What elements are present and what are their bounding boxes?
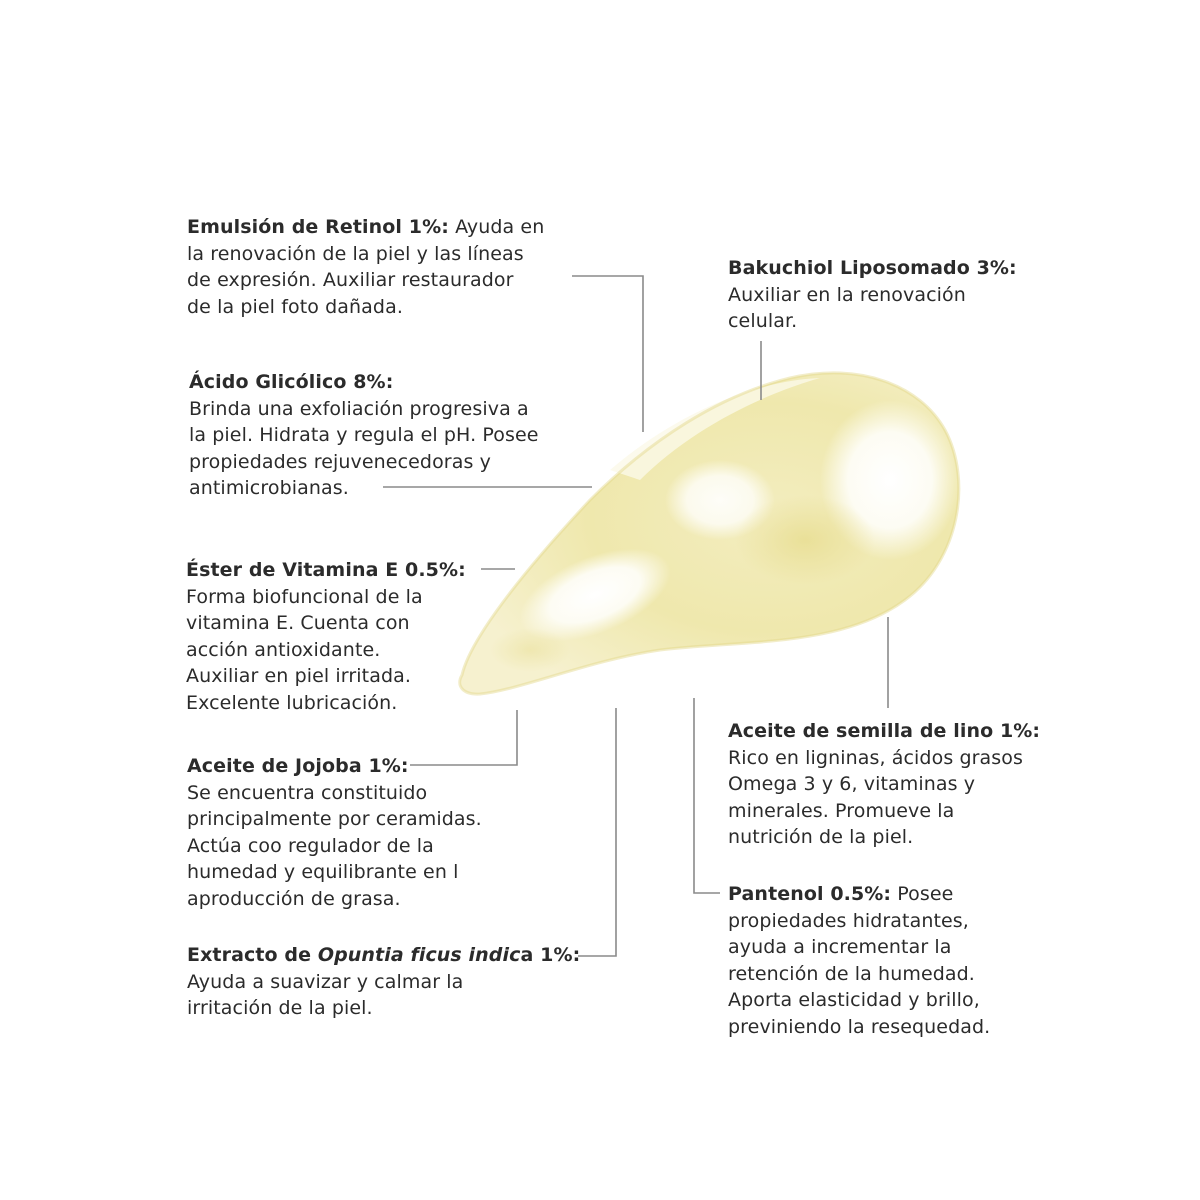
ingredient-description: Excelente lubricación. — [186, 691, 398, 714]
ingredient-description: aproducción de grasa. — [187, 887, 401, 910]
ingredient-title-prefix: Extracto de — [187, 944, 318, 966]
ingredient-lino — [728, 718, 1040, 851]
ingredient-title: Aceite de Jojoba 1%: — [187, 755, 409, 777]
ingredient-description: Aporta elasticidad y brillo, — [728, 989, 980, 1011]
ingredient-title-suffix: a 1%: — [520, 944, 581, 966]
ingredient-description: la piel. Hidrata y regula el pH. Posee — [189, 424, 539, 446]
ingredient-vitamina-e — [186, 557, 466, 716]
ingredient-pantenol — [728, 881, 990, 1040]
ingredient-jojoba — [187, 753, 482, 912]
ingredient-title: Pantenol 0.5%: — [728, 883, 892, 905]
ingredient-description: humedad y equilibrante en l — [187, 861, 459, 883]
ingredient-opuntia — [187, 942, 580, 1022]
ingredient-description: Omega 3 y 6, vitaminas y — [728, 773, 976, 795]
ingredient-description: acción antioxidante. — [186, 638, 381, 661]
ingredient-description: vitamina E. Cuenta con — [186, 612, 410, 634]
ingredient-title-species: Opuntia ficus indic — [317, 944, 521, 966]
ingredient-description: de expresión. Auxiliar restaurador — [187, 269, 514, 291]
ingredient-retinol — [187, 214, 544, 320]
ingredient-description: nutrición de la piel. — [728, 826, 914, 848]
ingredient-description: Actúa coo regulador de la — [187, 834, 434, 857]
ingredient-description: la renovación de la piel y las líneas — [187, 242, 524, 265]
ingredient-description: de la piel foto dañada. — [187, 295, 403, 318]
ingredient-description: Auxiliar en la renovación — [728, 283, 966, 306]
ingredient-description: Brinda una exfoliación progresiva a — [189, 397, 529, 420]
connector-opuntia — [578, 708, 616, 956]
connector-retinol — [572, 276, 643, 432]
ingredient-title — [187, 942, 580, 969]
ingredient-description: Rico en ligninas, ácidos grasos — [728, 746, 1023, 769]
ingredient-description: Forma biofuncional de la — [186, 585, 423, 608]
ingredient-description: Auxiliar en piel irritada. — [186, 665, 412, 687]
ingredient-description: minerales. Promueve la — [728, 799, 955, 822]
ingredient-description: Posee — [897, 883, 954, 905]
ingredient-description: ayuda a incrementar la — [728, 936, 952, 958]
ingredient-description: celular. — [728, 310, 798, 332]
ingredient-description: antimicrobianas. — [189, 477, 349, 499]
ingredient-description: Se encuentra constituido — [187, 781, 428, 804]
ingredient-title: Éster de Vitamina E 0.5%: — [186, 559, 466, 581]
ingredient-description: previniendo la resequedad. — [728, 1015, 991, 1038]
ingredient-description: Ayuda en — [455, 216, 545, 238]
ingredient-bakuchiol — [728, 255, 1017, 335]
ingredient-description: retención de la humedad. — [728, 962, 975, 985]
ingredient-description: Ayuda a suavizar y calmar la — [187, 970, 464, 993]
ingredient-description: propiedades hidratantes, — [728, 909, 969, 932]
ingredient-glicolico — [189, 369, 539, 502]
ingredient-title: Aceite de semilla de lino 1%: — [728, 720, 1041, 742]
ingredient-description: propiedades rejuvenecedoras y — [189, 450, 491, 473]
ingredient-title: Bakuchiol Liposomado 3%: — [728, 257, 1017, 279]
ingredient-description: irritación de la piel. — [187, 997, 373, 1019]
ingredient-title: Ácido Glicólico 8%: — [189, 371, 394, 393]
connector-pantenol — [694, 698, 720, 893]
ingredient-description: principalmente por ceramidas. — [187, 808, 482, 830]
ingredient-title: Emulsión de Retinol 1%: — [187, 216, 449, 238]
